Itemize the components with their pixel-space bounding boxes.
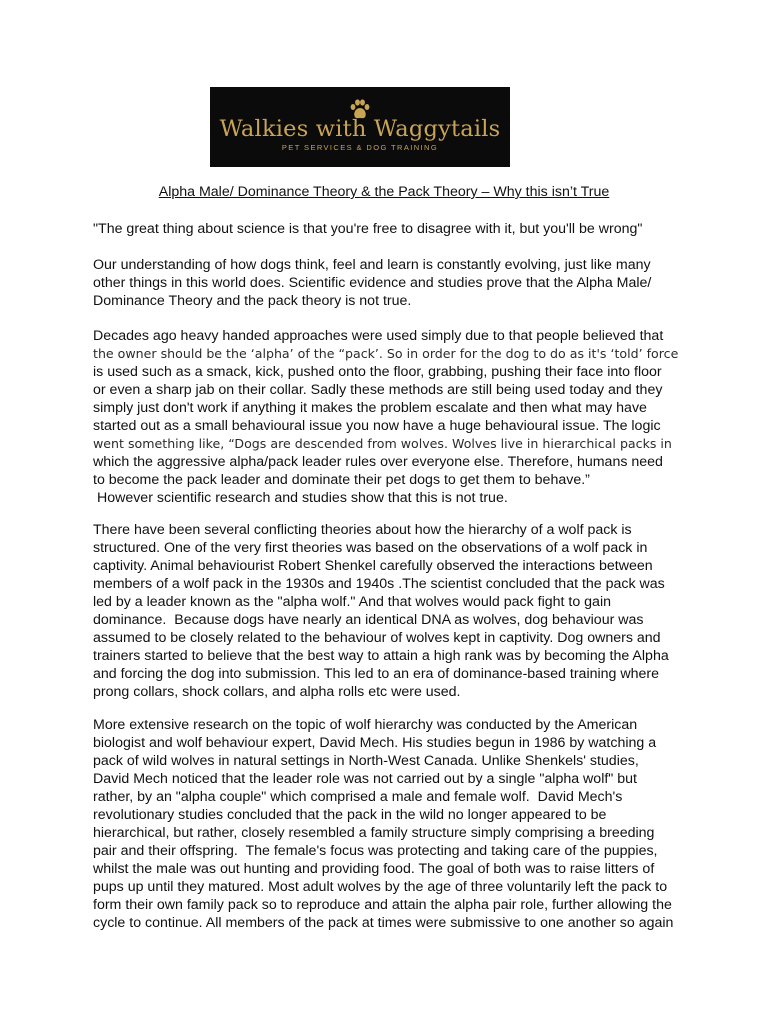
paragraph-mech — [93, 716, 693, 932]
text-line: prong collars, shock collars, and alpha rolls etc were used. — [93, 684, 461, 700]
text-line: structured. One of the very first theories was based on the observations of a wolf pack in — [93, 540, 648, 556]
paragraph-intro — [93, 256, 693, 310]
opening-quote — [93, 220, 693, 238]
document-title: Alpha Male/ Dominance Theory & the Pack Theory – Why this isn’t True — [158, 184, 610, 200]
text-line: pack of wild wolves in natural settings in North-West Canada. Unlike Shenkels' studies, — [93, 753, 639, 769]
brand-name: Walkies with Waggytails — [219, 116, 501, 142]
text-line: However scientific research and studies show that this is not true. — [93, 490, 508, 506]
text-line: members of a wolf pack in the 1930s and 1940s .The scientist concluded that the pack was — [93, 576, 665, 592]
text-line: Dominance Theory and the pack theory is not true. — [93, 293, 412, 309]
text-line: rather, by an "alpha couple" which comprised a male and female wolf. David Mech's — [93, 789, 623, 805]
text-line: David Mech noticed that the leader role was not carried out by a single "alpha wolf" but — [93, 771, 637, 787]
text-line: whilst the male was out hunting and providing food. The goal of both was to raise litters of — [93, 861, 655, 877]
text-line: There have been several conflicting theories about how the hierarchy of a wolf pack is — [93, 522, 632, 538]
paragraph-history — [93, 327, 693, 507]
text-line: assumed to be closely related to the behaviour of wolves kept in captivity. Dog owners and — [93, 630, 661, 646]
text-line: is used such as a smack, kick, pushed onto the floor, grabbing, pushing their face into floor — [93, 364, 662, 380]
text-line: simply just don't work if anything it makes the problem escalate and then what may have — [93, 400, 647, 416]
text-line: trainers started to believe that the best way to attain a high rank was by becoming the Alpha — [93, 648, 669, 664]
text-line: led by a leader known as the "alpha wolf." And that wolves would pack fight to gain — [93, 594, 611, 610]
text-line: hierarchical, but rather, closely resembled a family structure simply comprising a breeding — [93, 825, 655, 841]
text-line: which the aggressive alpha/pack leader rules over everyone else. Therefore, humans need — [93, 454, 663, 470]
text-line: other things in this world does. Scientific evidence and studies prove that the Alpha Male/ — [93, 275, 652, 291]
text-line: biologist and wolf behaviour expert, David Mech. His studies begun in 1986 by watching a — [93, 735, 657, 751]
brand-tagline: PET SERVICES & DOG TRAINING — [281, 143, 439, 152]
text-line: form their own family pack so to reproduce and attain the alpha pair role, further allowing the — [93, 897, 672, 913]
text-line: cycle to continue. All members of the pack at times were submissive to one another so again — [93, 915, 674, 931]
text-line: went something like, “Dogs are descended from wolves. Wolves live in hierarchical packs in — [93, 436, 672, 451]
text-line: started out as a small behavioural issue you now have a huge behavioural issue. The logic — [93, 418, 661, 434]
text-line: captivity. Animal behaviourist Robert Shenkel carefully observed the interactions between — [93, 558, 653, 574]
text-line: dominance. Because dogs have nearly an identical DNA as wolves, dog behaviour was — [93, 612, 644, 628]
text-line: Decades ago heavy handed approaches were used simply due to that people believed that — [93, 328, 664, 344]
text-line: to become the pack leader and dominate their pet dogs to get them to behave.” — [93, 472, 590, 488]
text-line: Our understanding of how dogs think, feel and learn is constantly evolving, just like many — [93, 257, 651, 273]
quote-line: "The great thing about science is that you're free to disagree with it, but you'll be wrong" — [93, 221, 643, 237]
text-line: pups up until they matured. Most adult wolves by the age of three voluntarily left the pack to — [93, 879, 668, 895]
text-line: the owner should be the ‘alpha’ of the “pack’. So in order for the dog to do as it's ‘told’ force — [93, 346, 679, 361]
text-line: pair and their offspring. The female's focus was protecting and taking care of the puppies, — [93, 843, 658, 859]
text-line: or even a sharp jab on their collar. Sadly these methods are still being used today and they — [93, 382, 663, 398]
text-line: revolutionary studies concluded that the pack in the wild no longer appeared to be — [93, 807, 607, 823]
text-line: More extensive research on the topic of wolf hierarchy was conducted by the American — [93, 717, 638, 733]
text-line: and forcing the dog into submission. This led to an era of dominance-based training where — [93, 666, 660, 682]
paragraph-shenkel — [93, 521, 693, 701]
